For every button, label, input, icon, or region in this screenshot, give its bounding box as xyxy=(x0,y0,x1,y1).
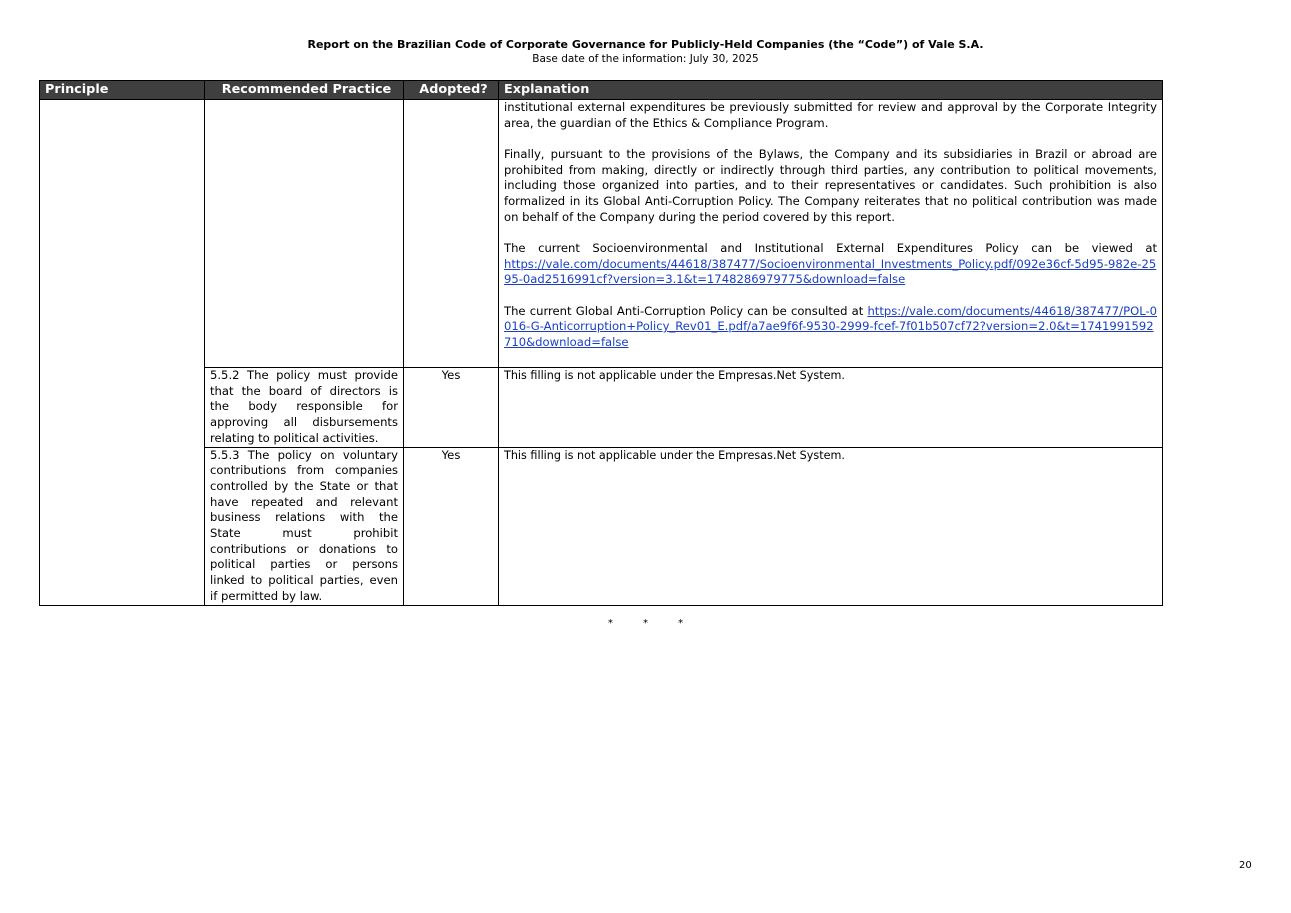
explanation-text-5-5-3: This filling is not applicable under the Empresas.Net System. xyxy=(504,448,845,462)
explanation-text-5-5-2: This filling is not applicable under the Empresas.Net System. xyxy=(504,369,845,382)
explanation-paragraph-3 xyxy=(504,241,1157,288)
anticorruption-policy-text: The current Global Anti-Corruption Policy can be consulted at xyxy=(504,303,864,318)
explanation-cell-5-5-2 xyxy=(499,368,1163,448)
practice-cell-empty xyxy=(205,100,404,368)
principle-cell xyxy=(40,100,205,606)
table-header-row xyxy=(40,81,1163,100)
explanation-cell-continuation xyxy=(499,100,1163,368)
explanation-paragraph-4 xyxy=(504,304,1157,351)
socioenvironmental-policy-link[interactable]: https://vale.com/documents/44618/387477/Socioenvironmental_Investments_Policy.pdf/092e36cf-5d95-982e-2595-0ad2516991cf?version=3.1&t=1748286979775&download=false xyxy=(504,256,1157,287)
practice-cell-5-5-2: 5.5.2 The policy must provide that the board of directors is the body responsible for approving all disbursements relating to political activities. xyxy=(205,368,404,448)
adopted-cell-5-5-3: Yes xyxy=(404,447,499,605)
section-separator: * * * xyxy=(607,618,684,629)
explanation-cell-5-5-3 xyxy=(499,447,1163,605)
table-row-continuation xyxy=(40,100,1163,368)
table-row xyxy=(40,368,1163,448)
report-base-date: Base date of the information: July 30, 2025 xyxy=(532,53,759,65)
governance-table xyxy=(39,80,1163,606)
explanation-paragraph-2: Finally, pursuant to the provisions of the Bylaws, the Company and its subsidiaries in Brazil or abroad are prohibited from making, directly or indirectly through third parties, any contribution to political movements, including those organized into parties, and to their representatives or candidates. Such prohibition is also formalized in its Global Anti-Corruption Policy. The Company reiterates that no political contribution was made on behalf of the Company during the period covered by this report. xyxy=(504,146,1157,224)
page-number: 20 xyxy=(1239,860,1252,871)
column-header-explanation: Explanation xyxy=(499,81,1163,100)
anticorruption-policy-link[interactable]: https://vale.com/documents/44618/387477/POL-0016-G-Anticorruption+Policy_Rev01_E.pdf/a7ae9f6f-9530-2999-fcef-7f01b507cf72?version=2.0&t=1741991592710&download=false xyxy=(504,303,1158,349)
socioenvironmental-policy-text: The current Socioenvironmental and Institutional External Expenditures Policy can be viewed at xyxy=(504,240,1157,255)
table-row xyxy=(40,447,1163,605)
practice-cell-5-5-3: 5.5.3 The policy on voluntary contributions from companies controlled by the State or that have repeated and relevant business relations with the State must prohibit contributions or donations to political parties or persons linked to political parties, even if permitted by law. xyxy=(205,447,404,605)
adopted-cell-empty xyxy=(404,100,499,368)
adopted-cell-5-5-2: Yes xyxy=(404,368,499,448)
explanation-paragraph-1: institutional external expenditures be previously submitted for review and approval by the Corporate Integrity area, the guardian of the Ethics & Compliance Program. xyxy=(504,100,1157,130)
column-header-practice: Recommended Practice xyxy=(205,81,404,100)
column-header-principle: Principle xyxy=(40,81,205,100)
report-title: Report on the Brazilian Code of Corporate Governance for Publicly-Held Companies (the “Code”) of Vale S.A. xyxy=(307,38,984,51)
column-header-adopted: Adopted? xyxy=(404,81,499,100)
report-header xyxy=(0,38,1291,66)
